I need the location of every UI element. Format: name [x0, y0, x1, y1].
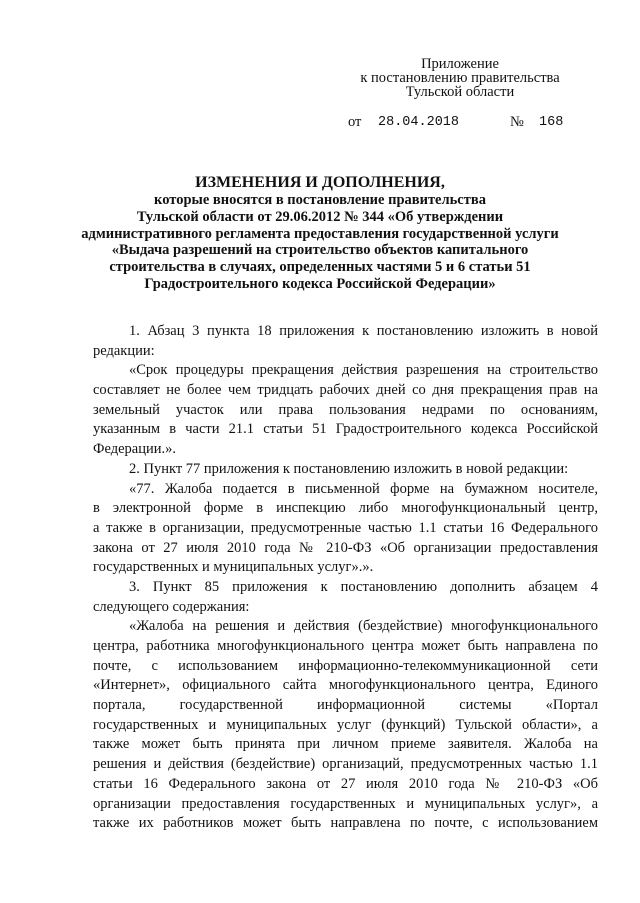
- body-line: организации предоставления государственных и муниципальных услуг», а: [93, 795, 598, 812]
- registration-number-label: №: [510, 114, 524, 130]
- body-line: статьи 16 Федерального закона от 27 июля 2010 года № 210-ФЗ «Об: [93, 775, 598, 792]
- title-line: Градостроительного кодекса Российской Федерации»: [144, 275, 496, 292]
- registration-number: 168: [539, 115, 564, 130]
- body-line: а также в организации, предусмотренные частью 1.1 статьи 16 Федерального: [93, 519, 598, 536]
- body-line: решения и действия (бездействие) организаций, предусмотренных частью 1.1: [93, 756, 598, 773]
- title-line: строительства в случаях, определенных частями 5 и 6 статьи 51: [109, 259, 531, 276]
- body-line: в электронной форме в инспекцию либо многофункциональный центр,: [93, 500, 598, 517]
- body-line: составляет не более чем тридцать рабочих дней со дня прекращения прав на: [93, 382, 598, 399]
- body-line: земельный участок или права пользования недрами по основаниям,: [93, 401, 598, 418]
- body-line: «Жалоба на решения и действия (бездействие) многофункционального: [129, 618, 598, 635]
- document-title: [80, 173, 560, 293]
- annex-line-2: к постановлению правительства: [360, 70, 560, 86]
- title-line: которые вносятся в постановление правительства: [154, 192, 486, 208]
- registration-from-label: от: [348, 114, 362, 130]
- body-line: государственных и муниципальных услуг».».: [93, 559, 374, 576]
- body-line: «Срок процедуры прекращения действия разрешения на строительство: [129, 362, 598, 379]
- body-line: следующего содержания:: [93, 598, 250, 615]
- document-body: [93, 322, 598, 834]
- registration-date: 28.04.2018: [378, 115, 460, 130]
- body-line: центра, работника многофункционального центра может быть направлена по: [93, 638, 598, 654]
- body-line: портала, государственной информационной системы «Портал: [93, 697, 598, 714]
- title-heading: ИЗМЕНЕНИЯ И ДОПОЛНЕНИЯ,: [195, 174, 445, 191]
- annex-line-3: Тульской области: [405, 84, 515, 100]
- body-line: редакции:: [93, 342, 155, 359]
- body-line: почте, с использованием информационно-телекоммуникационной сети: [93, 657, 598, 674]
- title-line: «Выдача разрешений на строительство объектов капитального: [111, 242, 529, 259]
- title-line: Тульской области от 29.06.2012 № 344 «Об утверждении: [136, 208, 504, 225]
- body-line: 2. Пункт 77 приложения к постановлению изложить в новой редакции:: [129, 460, 569, 477]
- body-line: 3. Пункт 85 приложения к постановлению дополнить абзацем 4: [129, 578, 598, 595]
- annex-line-1: Приложение: [421, 56, 499, 72]
- body-line: «77. Жалоба подается в письменной форме на бумажном носителе,: [129, 480, 598, 497]
- body-line: 1. Абзац 3 пункта 18 приложения к постановлению изложить в новой: [129, 323, 598, 339]
- registration-line: [348, 114, 564, 131]
- body-line: «Интернет», официального сайта многофункционального центра, Единого: [93, 677, 598, 694]
- body-line: государственных и муниципальных услуг (функций) Тульской области», а: [93, 716, 598, 733]
- annex-header: [330, 57, 590, 99]
- title-line: административного регламента предоставления государственной услуги: [81, 225, 559, 242]
- body-line: также их работников может быть направлена по почте, с использованием: [93, 815, 598, 832]
- body-line: Федерации.».: [93, 441, 176, 458]
- body-line: указанным в части 21.1 статьи 51 Градостроительного кодекса Российской: [93, 421, 598, 438]
- body-line: закона от 27 июля 2010 года № 210-ФЗ «Об организации предоставления: [93, 539, 598, 556]
- title-subtitle: [80, 192, 560, 293]
- body-line: также может быть принята при личном приеме заявителя. Жалоба на: [93, 736, 598, 753]
